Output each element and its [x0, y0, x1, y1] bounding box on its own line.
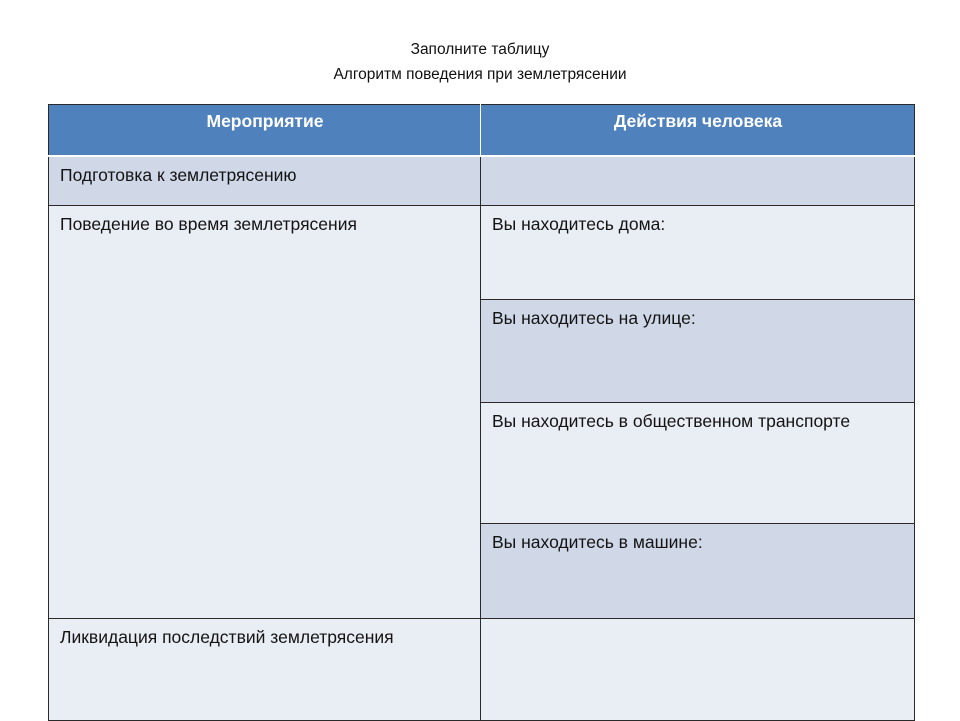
table-row-preparation — [49, 156, 915, 206]
slide-title — [0, 37, 960, 87]
cell-action-car[interactable]: Вы находитесь в машине: — [481, 524, 915, 619]
earthquake-behavior-table — [48, 104, 915, 721]
cell-liquidation-action[interactable] — [481, 619, 915, 721]
cell-action-transport[interactable]: Вы находитесь в общественном транспорте — [481, 403, 915, 524]
cell-preparation-action[interactable] — [481, 156, 915, 206]
table-row-during-home — [49, 206, 915, 300]
header-event: Мероприятие — [49, 105, 481, 156]
cell-action-home[interactable]: Вы находитесь дома: — [481, 206, 915, 300]
cell-action-street[interactable]: Вы находитесь на улице: — [481, 300, 915, 403]
table-row-liquidation — [49, 619, 915, 721]
cell-liquidation-event: Ликвидация последствий землетрясения — [49, 619, 481, 721]
table-header-row — [49, 105, 915, 156]
header-actions: Действия человека — [481, 105, 915, 156]
cell-during-event: Поведение во время землетрясения — [49, 206, 481, 619]
title-line-1: Заполните таблицу — [410, 41, 550, 58]
title-line-2: Алгоритм поведения при землетрясении — [333, 66, 627, 83]
cell-preparation-event: Подготовка к землетрясению — [49, 156, 481, 206]
